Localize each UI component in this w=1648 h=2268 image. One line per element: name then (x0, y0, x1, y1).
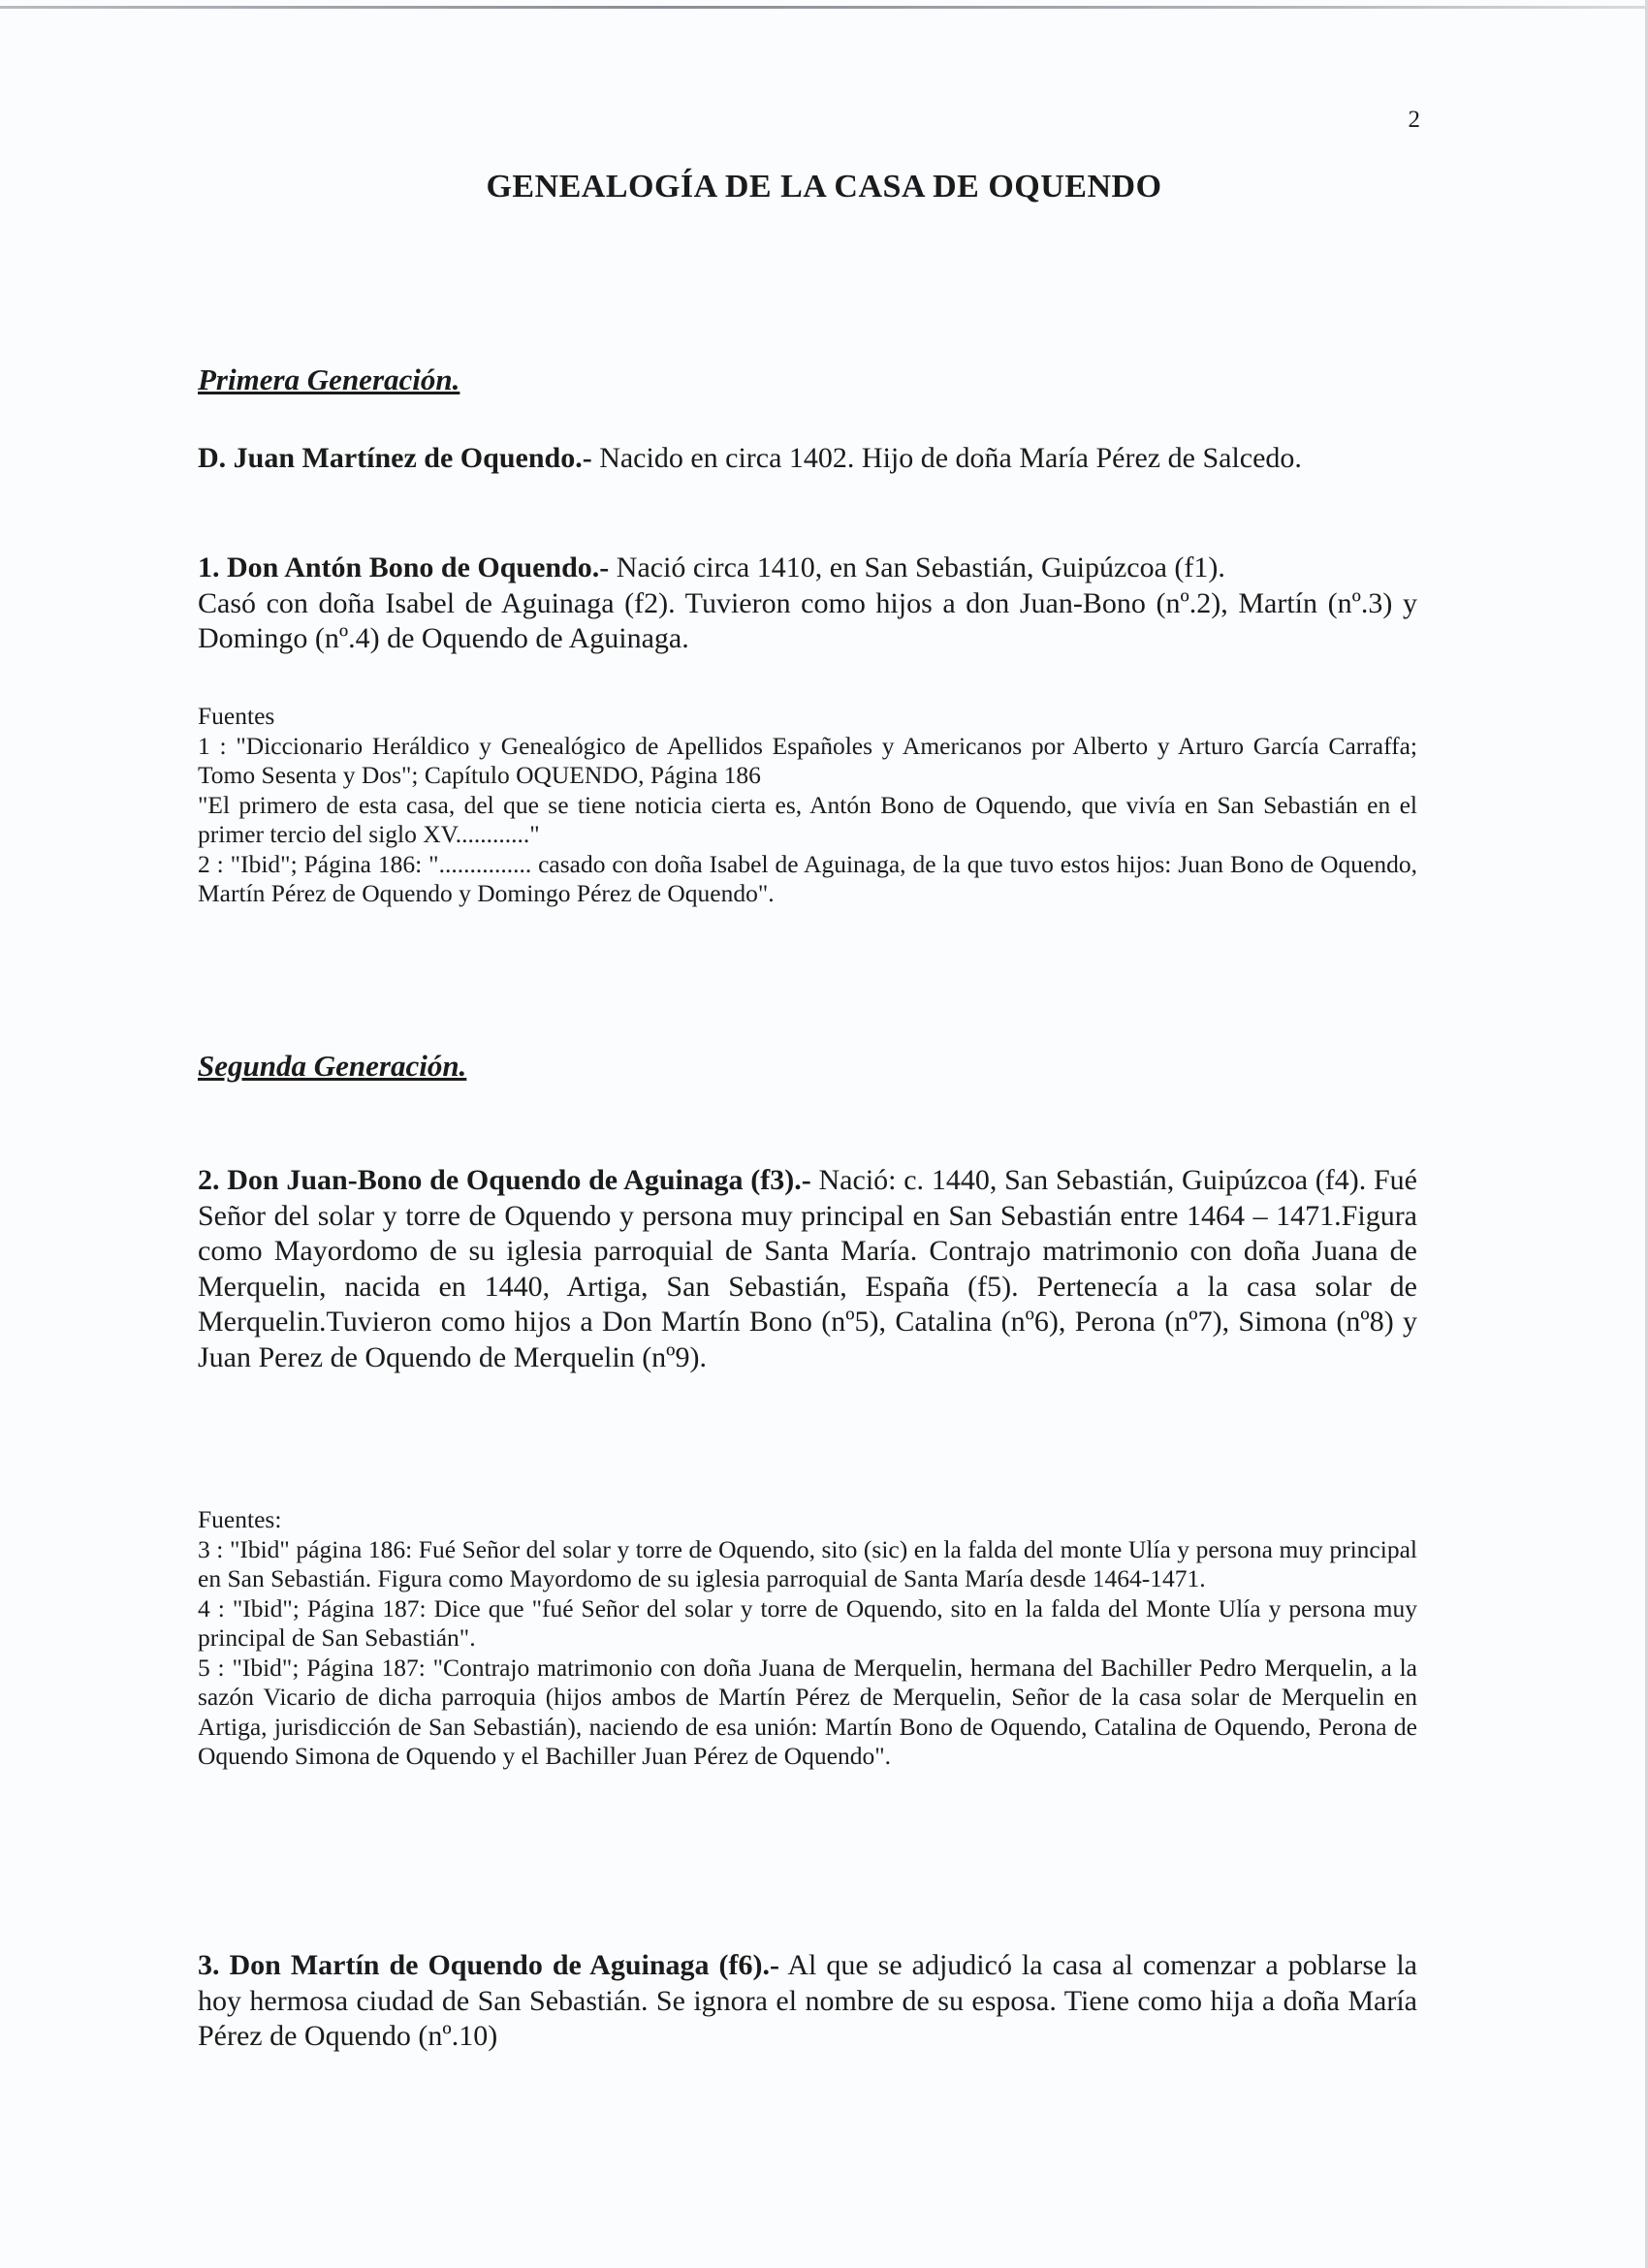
sources-label: Fuentes (198, 702, 275, 730)
generation-heading-second: Segunda Generación. (198, 1049, 467, 1083)
source-4: 4 : "Ibid"; Página 187: Dice que "fué Señor del solar y torre de Oquendo, sito en la falda del Monte Ulía y persona muy principal de San Sebastián". (198, 1593, 1417, 1652)
sources-second-generation (198, 1505, 1417, 1772)
entry-text: Casó con doña Isabel de Aguinaga (f2). Tuvieron como hijos a don Juan-Bono (nº.2), Martín (nº.3) y Domingo (nº.4) de Oquendo de Aguinaga. (198, 586, 1417, 654)
entry-text: Al que se adjudicó la casa al comenzar a poblarse la hoy hermosa ciudad de San Sebastián. Se ignora el nombre de su esposa. Tiene como hija a doña María Pérez de Oquendo (nº.10) (198, 1949, 1417, 2052)
entry-name: 1. Don Antón Bono de Oquendo.- (198, 551, 610, 583)
source-2: 2 : "Ibid"; Página 186: "............... casado con doña Isabel de Aguinaga, de la que tuvo estos hijos: Juan Bono de Oquendo, Martín Pérez de Oquendo y Domingo Pérez de Oquendo". (198, 849, 1417, 907)
scan-top-edge (0, 6, 1648, 9)
sources-label: Fuentes: (198, 1505, 282, 1533)
entry-3-martin (198, 1948, 1417, 2055)
source-5: 5 : "Ibid"; Página 187: "Contrajo matrimonio con doña Juana de Merquelin, hermana del Bachiller Pedro Merquelin, a la sazón Vicario de dicha parroquia (hijos ambos de Martín Pérez de Merquelin, Señor de la casa solar de Merquelin en Artiga, jurisdicción de San Sebastián), naciendo de esa unión: Martín Bono de Oquendo, Catalina de Oquendo, Perona de Oquendo Simona de Oquendo y el Bachiller Juan Pérez de Oquendo". (198, 1653, 1417, 1770)
entry-text: Nacido en circa 1402. Hijo de doña María Pérez de Salcedo. (591, 442, 1302, 474)
entry-name: 2. Don Juan-Bono de Oquendo de Aguinaga (f3).- (198, 1164, 811, 1196)
entry-text: Nació circa 1410, en San Sebastián, Guipúzcoa (f1). (609, 551, 1225, 583)
page-number: 2 (1408, 107, 1420, 133)
sources-first-generation (198, 702, 1417, 909)
source-3: 3 : "Ibid" página 186: Fué Señor del solar y torre de Oquendo, sito (sic) en la falda del monte Ulía y persona muy principal en San Sebastián. Figura como Mayordomo de su iglesia parroquial de Santa María desde 1464-1471. (198, 1534, 1417, 1592)
page-title: GENEALOGÍA DE LA CASA DE OQUENDO (486, 169, 1162, 205)
generation-heading-first: Primera Generación. (198, 362, 460, 396)
source-1: 1 : "Diccionario Heráldico y Genealógico de Apellidos Españoles y Americanos por Alberto y Arturo García Carraffa; Tomo Sesenta y Dos"; Capítulo OQUENDO, Página 186 (198, 731, 1417, 789)
entry-2-juan-bono (198, 1163, 1417, 1375)
entry-1-anton-bono (198, 551, 1417, 657)
entry-name: 3. Don Martín de Oquendo de Aguinaga (f6).- (198, 1949, 780, 1981)
entry-name: D. Juan Martínez de Oquendo.- (198, 442, 592, 474)
entry-text: Nació: c. 1440, San Sebastián, Guipúzcoa (f4). Fué Señor del solar y torre de Oquendo y persona muy principal en San Sebastián entre 1464 – 1471.Figura como Mayordomo de su iglesia parroquial de Santa María. Contrajo matrimonio con doña Juana de Merquelin, nacida en 1440, Artiga, San Sebastián, España (f5). Pertenecía a la casa solar de Merquelin.Tuvieron como hijos a Don Martín Bono (nº5), Catalina (nº6), Perona (nº7), Simona (nº8) y Juan Perez de Oquendo de Merquelin (nº9). (198, 1164, 1417, 1373)
entry-juan-martinez (198, 441, 1417, 477)
source-1-quote: "El primero de esta casa, del que se tiene noticia cierta es, Antón Bono de Oquendo, que vivía en San Sebastián en el primer tercio del siglo XV............" (198, 790, 1417, 848)
